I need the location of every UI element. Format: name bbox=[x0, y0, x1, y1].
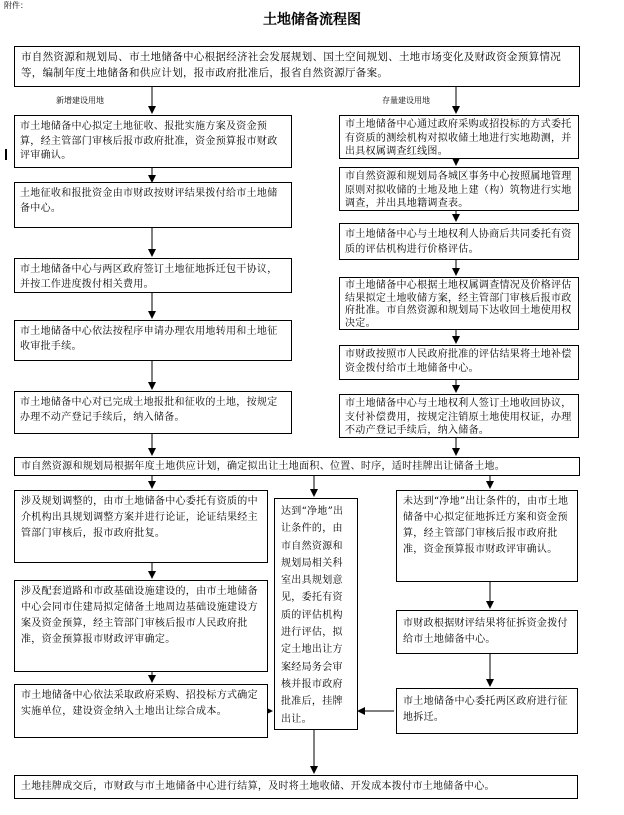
bottom-left-step-3-text: 市土地储备中心依法采取政府采购、招投标方式确定实施单位，建设资金纳入土地出让综合成本。 bbox=[21, 690, 258, 717]
left-step-2-text: 土地征收和报批资金由市财政按财评结果拨付给市土地储备中心。 bbox=[20, 188, 278, 214]
right-step-5-text: 市财政按照市人民政府批准的评估结果将土地补偿资金拨付给市土地储备中心。 bbox=[345, 349, 572, 374]
bottom-right-step-1 bbox=[396, 490, 578, 582]
right-step-2 bbox=[339, 167, 579, 211]
new-land-label: 新增建设用地 bbox=[56, 96, 104, 105]
left-step-5-text: 市土地储备中心对已完成土地报批和征收的土地，按规定办理不动产登记手续后，纳入储备。 bbox=[20, 397, 278, 423]
left-step-2 bbox=[14, 182, 292, 228]
right-step-4-text: 市土地储备中心根据土地权属调查情况及价格评估结果拟定土地收储方案，经主管部门审核后报市政府批准。市自然资源和规划局下达收回土地使用权决定。 bbox=[345, 280, 572, 329]
right-step-3-text: 市土地储备中心与土地权利人协商后共同委托有资质的评估机构进行价格评估。 bbox=[345, 229, 572, 255]
left-step-3 bbox=[14, 258, 292, 293]
left-step-5 bbox=[14, 391, 292, 434]
right-step-1-text: 市土地储备中心通过政府采购或招投标的方式委托有资质的测绘机构对拟收储土地进行实地勘测，并出具权属调查红线图。 bbox=[345, 119, 572, 157]
bottom-left-step-3 bbox=[14, 684, 268, 738]
plan-box bbox=[14, 46, 580, 87]
bottom-middle-box bbox=[274, 498, 358, 730]
page-title: 土地储备流程图 bbox=[263, 12, 361, 28]
right-step-4 bbox=[339, 277, 579, 330]
right-step-6 bbox=[339, 394, 579, 438]
right-step-6-text: 市土地储备中心与土地权利人签订土地收回协议，支付补偿费用，按规定注销原土地使用权证，办理不动产登记手续后，纳入储备。 bbox=[345, 398, 572, 436]
final-box bbox=[14, 775, 578, 799]
supply-box bbox=[14, 457, 580, 476]
existing-land-label: 存量建设用地 bbox=[382, 96, 430, 105]
bottom-right-step-3 bbox=[396, 688, 578, 734]
left-step-1 bbox=[14, 115, 292, 168]
left-step-4 bbox=[14, 320, 292, 361]
bottom-right-step-2-text: 市财政根据财评结果将征拆资金拨付给市土地储备中心。 bbox=[403, 618, 568, 645]
right-step-1 bbox=[339, 115, 579, 159]
bottom-right-step-3-text: 市土地储备中心委托两区政府进行征地拆迁。 bbox=[403, 696, 568, 723]
attachment-label: 附件： bbox=[4, 1, 28, 10]
bottom-right-step-2 bbox=[396, 610, 578, 654]
bottom-middle-text: 达到“净地”出让条件的，由市自然资源和规划局相关科室出具规划意见，委托有资质的评估机构进行评估，拟定土地出让方案经局务会审核并报市政府批准后，挂牌出让。 bbox=[281, 506, 344, 725]
left-step-4-text: 市土地储备中心依法按程序申请办理农用地转用和土地征收审批手续。 bbox=[20, 326, 278, 352]
right-step-5 bbox=[339, 345, 579, 380]
final-text: 土地挂牌成交后，市财政与市土地储备中心进行结算，及时将土地收储、开发成本拨付市土地储备中心。 bbox=[21, 781, 495, 792]
bottom-right-step-1-text: 未达到“净地”出让条件的，由市土地储备中心拟定征地拆迁方案和资金预算，经主管部门审核后报市政府批准，资金预算报市财政评审确认。 bbox=[403, 496, 569, 555]
supply-text: 市自然资源和规划局根据年度土地供应计划，确定拟出让土地面积、位置、时序，适时挂牌出让储备土地。 bbox=[21, 461, 506, 472]
plan-text: 市自然资源和规划局、市土地储备中心根据经济社会发展规划、国土空间规划、土地市场变化及财政资金预算情况等，编制年度土地储备和供应计划，报市政府批准后，报省自然资源厅备案。 bbox=[21, 51, 561, 79]
bottom-left-step-2 bbox=[14, 580, 268, 672]
right-step-3 bbox=[339, 223, 579, 260]
bottom-left-step-1 bbox=[14, 490, 268, 563]
left-step-1-text: 市土地储备中心拟定土地征收、报批实施方案及资金预算，经主管部门审核后报市政府批准，资金预算报市财政评审确认。 bbox=[20, 121, 278, 161]
right-step-2-text: 市自然资源和规划局各城区事务中心按照属地管理原则对拟收储的土地及地上建（构）筑物进行实地调查，并出具地籍调查表。 bbox=[345, 171, 572, 209]
bottom-left-step-1-text: 涉及规划调整的，由市土地储备中心委托有资质的中介机构出具规划调整方案并进行论证，论证结果经主管部门审核后，报市政府批复。 bbox=[21, 496, 258, 539]
left-step-3-text: 市土地储备中心与两区政府签订土地征地拆迁包干协议，并按工作进度拨付相关费用。 bbox=[20, 264, 278, 290]
bottom-left-step-2-text: 涉及配套道路和市政基础设施建设的，由市土地储备中心会同市住建局拟定储备土地周边基础设施建设方案及资金预算，经主管部门审核后报市人民政府批准，资金预算报市财政评审确定。 bbox=[21, 586, 258, 645]
